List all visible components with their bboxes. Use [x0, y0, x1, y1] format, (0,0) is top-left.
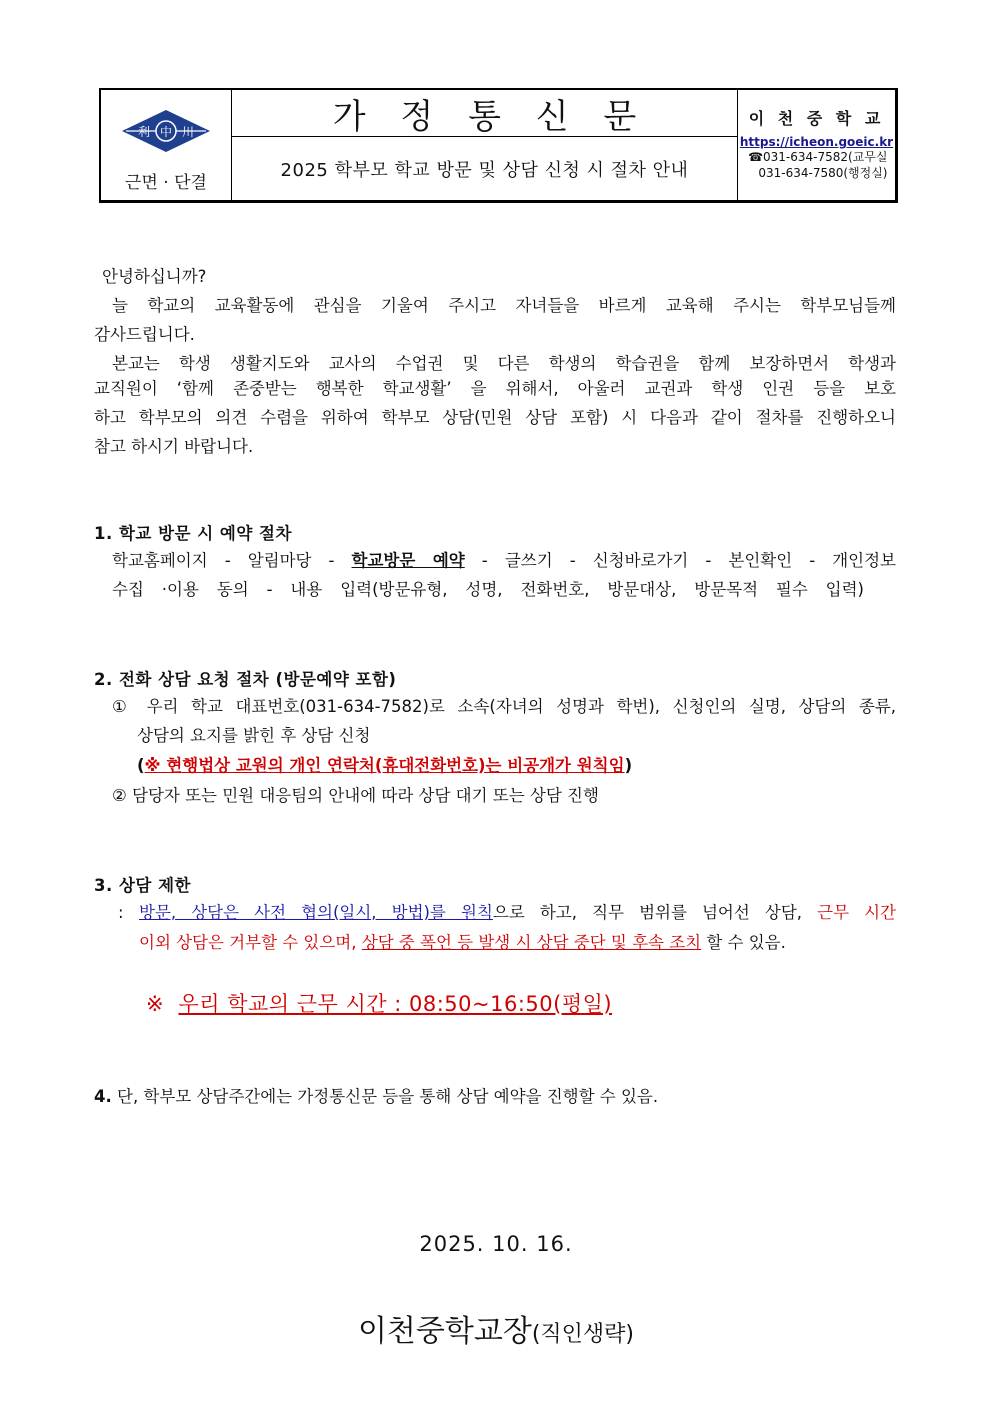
- abuse-action-notice: 상담 중 폭언 등 발생 시 상담 중단 및 후속 조치: [361, 933, 702, 952]
- section-2-heading: 2. 전화 상담 요청 절차 (방문예약 포함): [94, 670, 397, 689]
- section-1-heading: 1. 학교 방문 시 예약 절차: [94, 524, 292, 543]
- intro-paragraph-2-line-2: 교직원이 ‘함께 존중받는 행복한 학교생활’ 을 위해서, 아울러 교권과 학생 인권 등을 보호: [94, 379, 896, 398]
- phone-admin: 031-634-7580(행정실): [758, 166, 888, 180]
- seal-omitted-note: (직인생략): [531, 1322, 635, 1347]
- section-3-colon: :: [118, 903, 124, 922]
- school-visit-reservation-text: 학교방문 예약: [351, 551, 465, 570]
- newsletter-header: [99, 88, 898, 203]
- section-1-path-end: - 글쓰기 - 신청바로가기 - 본인확인 - 개인정보: [464, 551, 896, 570]
- working-hours-text: 우리 학교의 근무 시간 : 08:50~16:50(평일): [178, 992, 613, 1016]
- header-title-cell: [232, 90, 738, 200]
- intro-paragraph-1-line-1: 늘 학교의 교육활동에 관심을 기울여 주시고 자녀들을 바르게 교육해 주시는 학부모님들께: [112, 296, 896, 315]
- greeting: 안녕하십니까?: [102, 267, 207, 286]
- reference-mark: ※: [146, 992, 165, 1016]
- intro-paragraph-1-line-2: 감사드립니다.: [94, 325, 195, 344]
- school-url-link[interactable]: https://icheon.goeic.kr: [739, 135, 894, 149]
- issue-date: 2025. 10. 16.: [419, 1232, 573, 1256]
- section-4-number: 4.: [94, 1087, 112, 1106]
- section-3-heading: 3. 상담 제한: [94, 876, 191, 895]
- school-motto: 근면 · 단결: [125, 173, 207, 193]
- note-paren-open: (: [137, 756, 145, 775]
- intro-paragraph-2-line-3: 하고 학부모의 의견 수렴을 위하여 학부모 상담(민원 상담 포함) 시 다음과 같이 절차를 진행하오니: [94, 408, 896, 427]
- section-4: [94, 1082, 658, 1111]
- refusal-notice: 이외 상담은 거부할 수 있으며,: [139, 933, 362, 952]
- emblem-char-right: 川: [181, 125, 195, 139]
- principal-title: 이천중학교장: [357, 1314, 532, 1349]
- intro-paragraph-2-line-4: 참고 하시기 바랍니다.: [94, 437, 254, 456]
- section-2-note: [137, 751, 632, 780]
- header-contact-cell: [738, 90, 895, 200]
- emblem-char-left: 利: [137, 125, 151, 139]
- section-1-line-1: [112, 546, 896, 575]
- phone-academic: ☎031-634-7582(교무실: [748, 150, 888, 164]
- school-name: 이 천 중 학 교: [748, 109, 885, 128]
- school-emblem-icon: [120, 108, 212, 154]
- section-2-item-2: ② 담당자 또는 민원 대응팀의 안내에 따라 상담 대기 또는 상담 진행: [112, 786, 599, 805]
- section-2-item-1-line-2: 상담의 요지를 밝힌 후 상담 신청: [137, 726, 371, 745]
- section-3-line-2: [139, 928, 786, 957]
- contact-privacy-note: ※ 현행법상 교원의 개인 연락처(휴대전화번호)는 비공개가 원칙임: [144, 756, 625, 775]
- section-3-line-1-middle: 으로 하고, 직무 범위를 넘어선 상담,: [492, 903, 818, 922]
- prior-consultation-rule: 방문, 상담은 사전 협의(일시, 방법)를 원칙: [139, 903, 493, 922]
- section-1-line-2: 수집 ·이용 동의 - 내용 입력(방문유형, 성명, 전화번호, 방문대상, 방문목적 필수 입력): [112, 580, 864, 599]
- section-1-path-start: 학교홈페이지 - 알림마당 -: [112, 551, 352, 570]
- working-hours-label: 근무 시간: [817, 903, 896, 922]
- section-2-item-1-line-1: ① 우리 학교 대표번호(031-634-7582)로 소속(자녀의 성명과 학번), 신청인의 실명, 상담의 종류,: [112, 697, 896, 716]
- page-subtitle: 2025 학부모 학교 방문 및 상담 신청 시 절차 안내: [280, 159, 689, 181]
- section-4-text: 단, 학부모 상담주간에는 가정통신문 등을 통해 상담 예약을 진행할 수 있음.: [117, 1087, 659, 1106]
- page-title: 가 정 통 신 문: [232, 90, 737, 137]
- header-logo-cell: [101, 90, 232, 200]
- school-working-hours: [146, 988, 612, 1018]
- emblem-char-center: 中: [159, 125, 173, 139]
- intro-paragraph-2-line-1: 본교는 학생 생활지도와 교사의 수업권 및 다른 학생의 학습권을 함께 보장하면서 학생과: [112, 354, 896, 373]
- section-3-line-2-end: 할 수 있음.: [701, 933, 786, 952]
- section-3-line-1: [139, 898, 896, 927]
- principal-signature: [0, 1306, 992, 1350]
- note-paren-close: ): [624, 756, 633, 775]
